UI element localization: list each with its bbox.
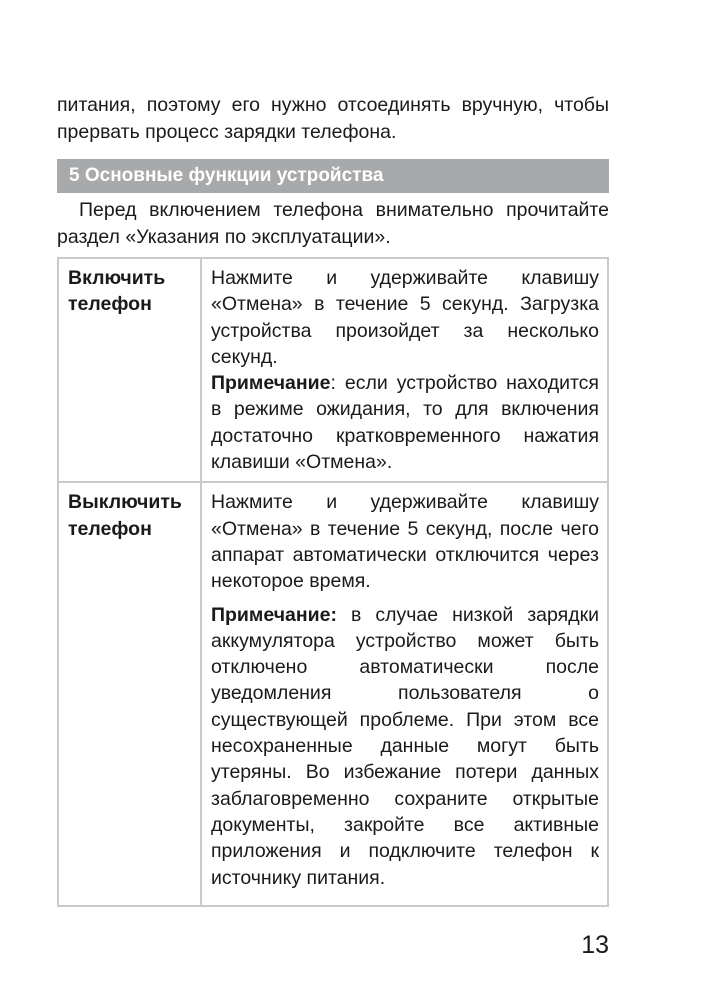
function-instruction-text: Нажмите и удерживайте клавишу «Отмена» в течение 5 секунд, после чего аппарат автоматически отключится через некоторое время. (211, 491, 599, 593)
function-instruction-text: Нажмите и удерживайте клавишу «Отмена» в течение 5 секунд. Загрузка устройства произойдет за несколько секунд. (211, 267, 599, 368)
note-text: : если устройство находится в режиме ожидания, то для включения достаточно кратковременного нажатия клавиши «Отмена». (211, 372, 599, 474)
function-description-power-on (201, 258, 608, 482)
section-title: 5 Основные функции устройства (57, 159, 609, 193)
note-label: Примечание (211, 372, 331, 395)
function-note (211, 602, 599, 891)
table-row (58, 482, 608, 905)
note-label: Примечание: (211, 603, 337, 626)
intro-continuation-text: питания, поэтому его нужно отсоединять вручную, чтобы прервать процесс зарядки телефона. (57, 94, 609, 143)
function-label-power-on: Включить телефон (58, 258, 201, 482)
table-row (58, 258, 608, 482)
function-description-power-off (201, 482, 608, 905)
function-note (211, 370, 599, 475)
note-text: в случае низкой зарядки аккумулятора устройство может быть отключено автоматически после уведомления пользователя о существующей проблеме. При этом все несохраненные данные могут быть утеряны. Во избежание потери данных заблаговременно сохраните открытые документы, закройте все активные приложения и подключите телефон к источнику питания. (211, 603, 599, 889)
functions-table (57, 257, 609, 907)
page-content (57, 92, 609, 907)
page-number: 13 (581, 931, 609, 959)
function-label-power-off: Выключить телефон (58, 482, 201, 905)
section-intro-text: Перед включением телефона внимательно прочитайте раздел «Указания по эксплуатации». (57, 199, 609, 248)
